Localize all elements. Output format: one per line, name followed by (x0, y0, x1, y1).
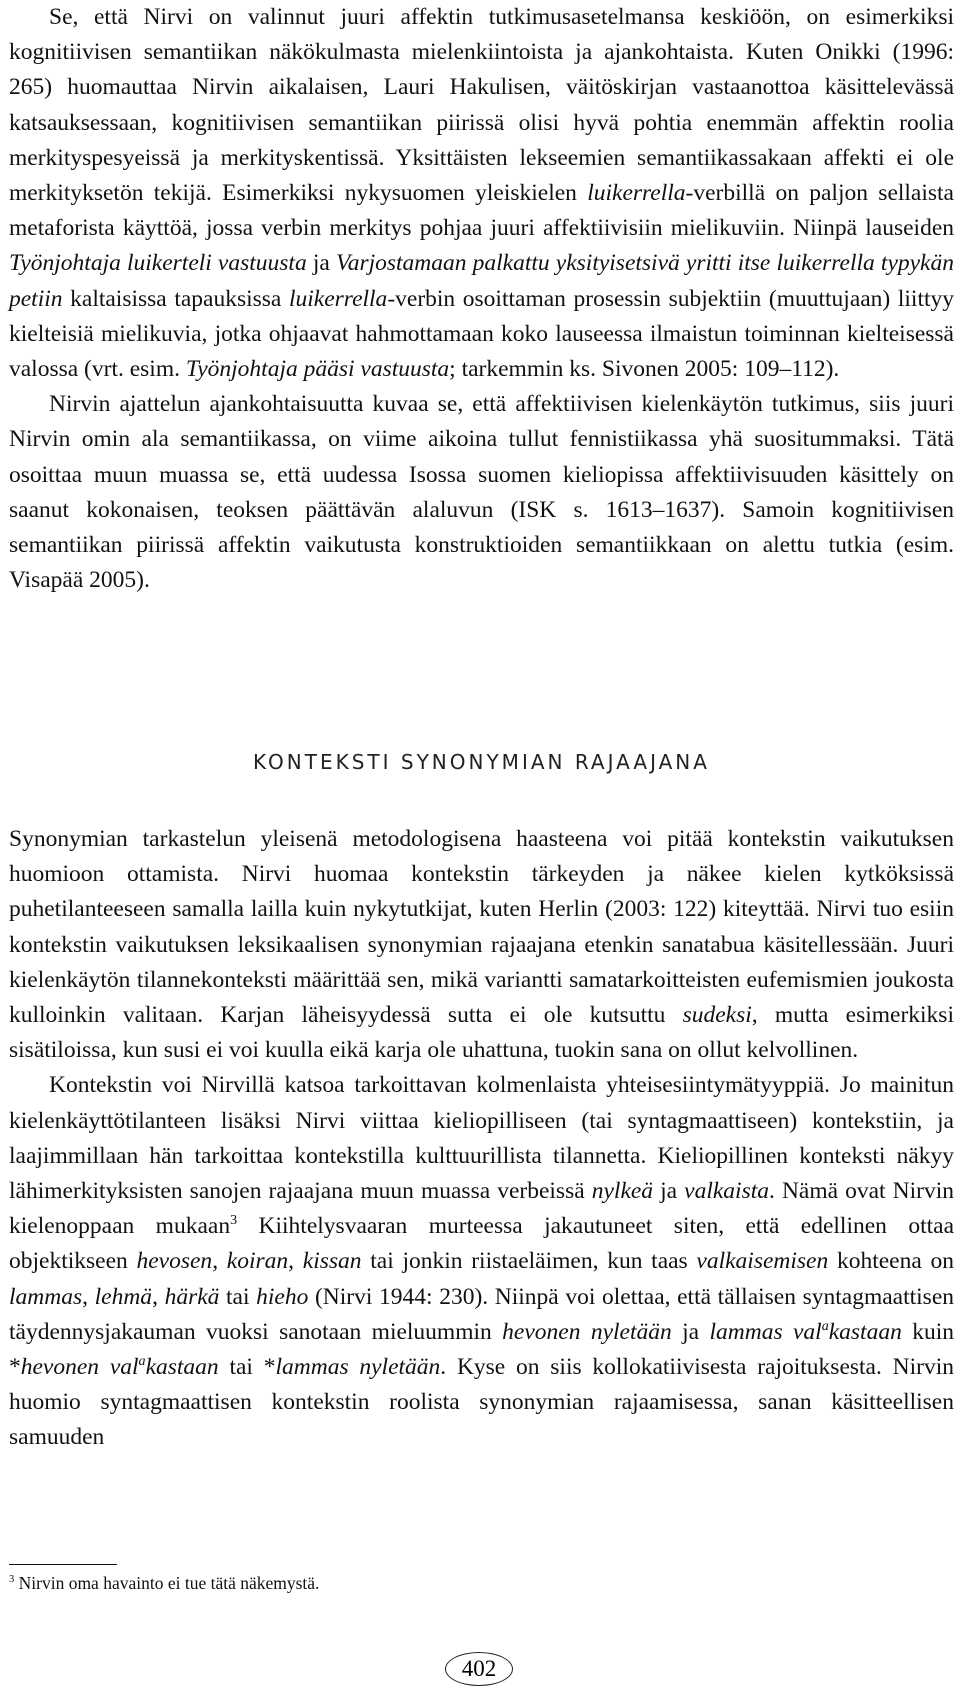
paragraph-ajankohtaisuus: Nirvin ajattelun ajankohtaisuutta kuvaa se, että affektiivisen kielenkäytön tutkimus, siis juuri Nirvin omin ala semantiikassa, on viime aikoina tullut fennistiikassa yhä suositummaksi. Tätä osoittaa muun muassa se, että uudessa Isossa suomen kieliopissa affektiivisuuden käsittely on saanut kokonaisen, teoksen päättävän alaluvun (ISK s. 1613–1637). Samoin kognitiivisen semantiikan piirissä affektin vaikutusta konstruktioiden semantiikkaan on alettu tutkia (esim. Visapää 2005). (9, 391, 954, 594)
body-text-top (9, 0, 954, 598)
paragraph-synonymia: Synonymian tarkastelun yleisenä metodologisena haasteena voi pitää kontekstin vaikutuksen huomioon ottamista. Nirvi huomaa kontekstin tärkeyden ja näkee kielen kytköksissä puhetilanteeseen samalla lailla kuin nykytutkijat, kuten Herlin (2003: 122) kiteyttää. Nirvi tuo esiin kontekstin vaikutuksen leksikaalisen synonymian rajaajana etenkin sanatabua käsitellessään. Juuri kielenkäytön tilannekonteksti määrittää sen, mikä variantti samatarkoitteisten eufemismien joukosta kulloinkin valitaan. Karjan läheisyydessä sutta ei ole kutsuttu sudeksi, mutta esimerkiksi sisätiloissa, kun susi ei voi kuulla eikä karja ole uhattuna, tuokin sana on ollut kelvollinen. (9, 826, 954, 1064)
footnote (9, 1571, 319, 1595)
footnote-text: Nirvin oma havainto ei tue tätä näkemystä. (14, 1573, 320, 1593)
footnote-number: 3 (9, 1574, 15, 1586)
footnote-ref[interactable]: 3 (230, 1212, 238, 1229)
section-heading: KONTEKSTI SYNONYMIAN RAJAAJANA (253, 750, 710, 774)
paragraph-affekti: Se, että Nirvi on valinnut juuri affektin tutkimusasetelmansa keskiöön, on esimerkiksi kognitiivisen semantiikan näkökulmasta mielenkiintoista ja ajankohtaista. Kuten Onikki (1996: 265) huomauttaa Nirvin aikalaisen, Lauri Hakulisen, väitöskirjan vastaanottoa käsittelevässä katsauksessaan, kognitiivisen semantiikan piirissä olisi hyvä pohtia enemmän affektin roolia merkityspesyeissä ja merkityskentissä. Yksittäisten lekseemien semantiikassakaan affekti ei ole merkityksetön tekijä. Esimerkiksi nykysuomen yleiskielen luikerrella-verbillä on paljon sellaista metaforista käyttöä, jossa verbin merkitys pohjaa juuri affektiivisiin mielikuviin. Niinpä lauseiden Työnjohtaja luikerteli vastuusta ja Varjostamaan palkattu yksityisetsivä yritti itse luikerrella typykän petiin kaltaisissa tapauksissa luikerrella-verbin osoittaman prosessin subjektiin (muuttujaan) liittyy kielteisiä mielikuvia, jotka ohjaavat hahmottamaan koko lauseessa ilmaistun toiminnan kielteisessä valossa (vrt. esim. Työnjohtaja pääsi vastuusta; tarkemmin ks. Sivonen 2005: 109–112). (9, 4, 954, 383)
paragraph-konteksti: Kontekstin voi Nirvillä katsoa tarkoittavan kolmenlaista yhteisesiintymätyyppiä. Jo mainitun kielenkäyttötilanteen lisäksi Nirvi viittaa kieliopilliseen (tai syntagmaattiseen) kontekstiin, ja laajimmillaan hän tarkoittaa kontekstilla kulttuurillista tilannetta. Kieliopillinen konteksti näkyy lähimerkityksisten sanojen rajaajana muun muassa verbeissä nylkeä ja valkaista. Nämä ovat Nirvin kielenoppaan mukaan$^3$ Kiihtelysvaaran murteessa jakautuneet siten, että edellinen ottaa objektikseen hevosen, koiran, kissan tai jonkin riistaeläimen, kun taas valkaisemisen kohteena on lammas, lehmä, härkä tai hieho (Nirvi 1944: 230). Niinpä voi olettaa, että tällaisen syntagmaattisen täydennysjakauman vuoksi sanotaan mieluummin hevonen nyletään ja lammas val$^a$kastaan kuin *hevonen val$^a$kastaan tai *lammas nyletään. Kyse on siis kollokatiivisesta rajoituksesta. Nirvin huomio syntagmaattisen kontekstin roolista synonymian rajaamisessa, sanan käsitteellisen samuuden (9, 1072, 955, 1451)
footnote-divider (9, 1564, 117, 1565)
body-text-section (9, 822, 954, 1456)
page-number: 402 (445, 1652, 513, 1686)
